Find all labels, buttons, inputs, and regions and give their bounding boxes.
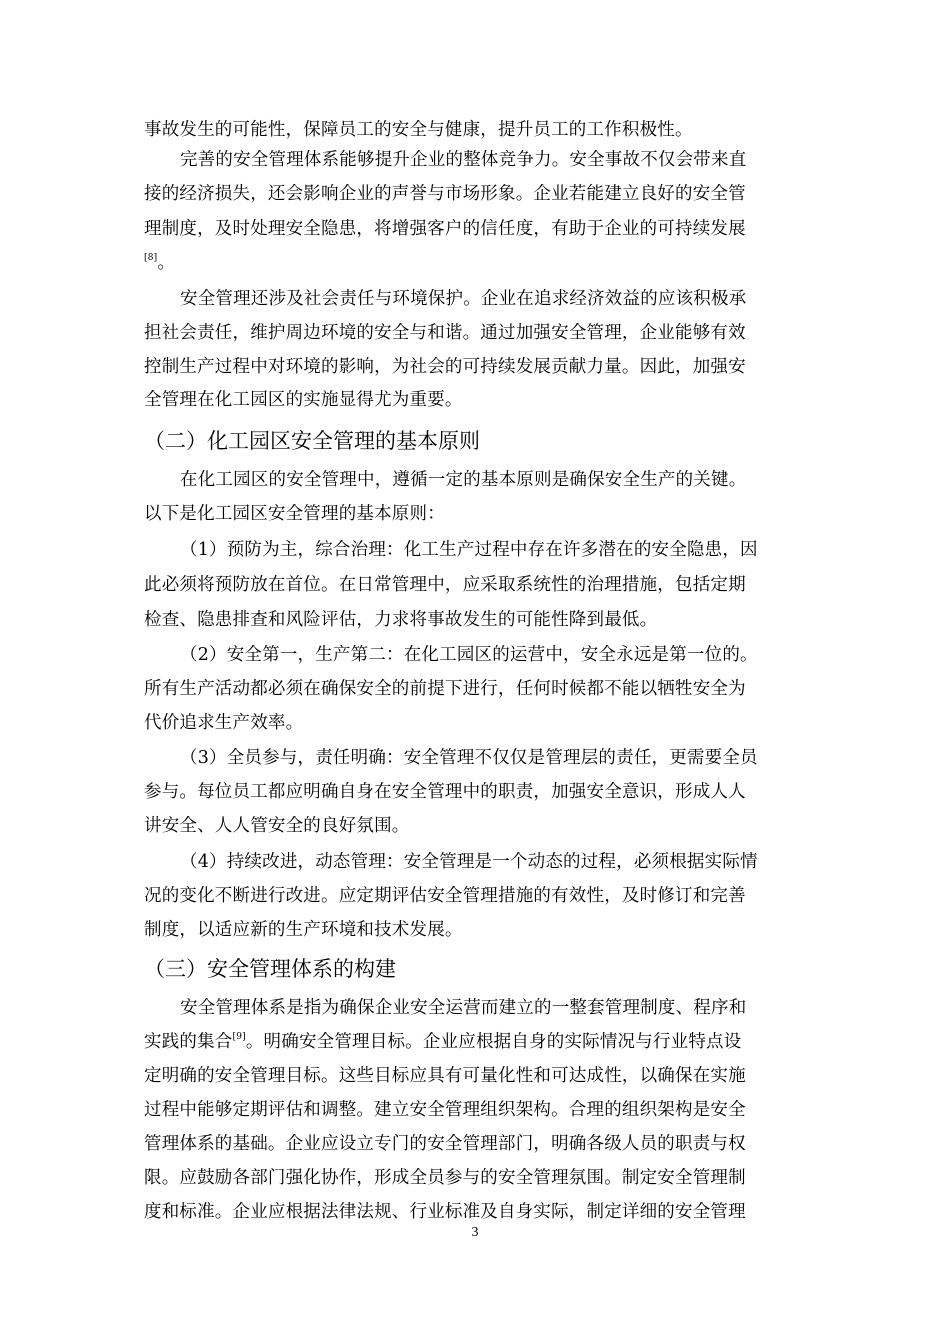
text-line: 控制生产过程中对环境的影响，为社会的可持续发展贡献力量。因此，加强安: [144, 357, 746, 377]
citation-mark: [9]: [232, 1032, 246, 1042]
citation-mark: [8]: [144, 253, 158, 263]
text-line: 定明确的安全管理目标。这些目标应具有可量化性和可达成性，以确保在实施: [144, 1066, 746, 1086]
section-heading: （三）安全管理体系的构建: [144, 957, 396, 981]
text-line: 担社会责任，维护周边环境的安全与和谐。通过加强安全管理，企业能够有效: [144, 323, 746, 343]
text-span: 实践的集合: [144, 1032, 233, 1052]
text-line: （1）预防为主，综合治理：化工生产过程中存在许多潜在的安全隐患，因: [180, 540, 758, 560]
text-line: 况的变化不断进行改进。应定期评估安全管理措施的有效性，及时修订和完善: [144, 886, 746, 906]
text-line: 讲安全、人人管安全的良好氛围。: [144, 816, 410, 836]
citation-line: [144, 1030, 741, 1054]
text-line: 安全管理体系是指为确保企业安全运营而建立的一整套管理制度、程序和: [180, 998, 747, 1018]
page-number: 3: [471, 1225, 479, 1240]
text-line: 此必须将预防放在首位。在日常管理中，应采取系统性的治理措施，包括定期: [144, 575, 746, 595]
text-line: 度和标准。企业应根据法律法规、行业标准及自身实际，制定详细的安全管理: [144, 1202, 746, 1222]
text-line: （2）安全第一，生产第二：在化工园区的运营中，安全永远是第一位的。: [180, 645, 758, 665]
text-line: 全管理在化工园区的实施显得尤为重要。: [144, 390, 463, 410]
text-line: （3）全员参与，责任明确：安全管理不仅仅是管理层的责任，更需要全员: [180, 748, 758, 768]
text-line: 限。应鼓励各部门强化协作，形成全员参与的安全管理氛围。制定安全管理制: [144, 1168, 746, 1188]
text-line: 完善的安全管理体系能够提升企业的整体竞争力。安全事故不仅会带来直: [180, 150, 747, 170]
text-line: 安全管理还涉及社会责任与环境保护。企业在追求经济效益的应该积极承: [180, 289, 747, 309]
text-line: 过程中能够定期评估和调整。建立安全管理组织架构。合理的组织架构是安全: [144, 1100, 746, 1120]
text-line: 在化工园区的安全管理中，遵循一定的基本原则是确保安全生产的关键。: [180, 470, 747, 490]
text-line: 接的经济损失，还会影响企业的声誉与市场形象。企业若能建立良好的安全管: [144, 184, 746, 204]
text-line: 参与。每位员工都应明确自身在安全管理中的职责，加强安全意识，形成人人: [144, 782, 746, 802]
citation-line: [144, 251, 175, 275]
text-span: 。: [157, 253, 176, 273]
section-heading: （二）化工园区安全管理的基本原则: [144, 429, 480, 453]
text-line: 管理体系的基础。企业应设立专门的安全管理部门，明确各级人员的职责与权: [144, 1134, 746, 1154]
text-line: 以下是化工园区安全管理的基本原则：: [144, 504, 445, 524]
text-line: 所有生产活动都必须在确保安全的前提下进行，任何时候都不能以牺牲安全为: [144, 679, 746, 699]
text-line: 制度，以适应新的生产环境和技术发展。: [144, 920, 463, 940]
text-line: 事故发生的可能性，保障员工的安全与健康，提升员工的工作积极性。: [144, 120, 693, 140]
text-line: （4）持续改进，动态管理：安全管理是一个动态的过程，必须根据实际情: [180, 852, 758, 872]
text-span: 。明确安全管理目标。企业应根据自身的实际情况与行业特点设: [245, 1032, 742, 1052]
text-line: 理制度，及时处理安全隐患，将增强客户的信任度，有助于企业的可持续发展: [144, 219, 746, 239]
text-line: 代价追求生产效率。: [144, 713, 304, 733]
text-line: 检查、隐患排查和风险评估，力求将事故发生的可能性降到最低。: [144, 610, 658, 630]
